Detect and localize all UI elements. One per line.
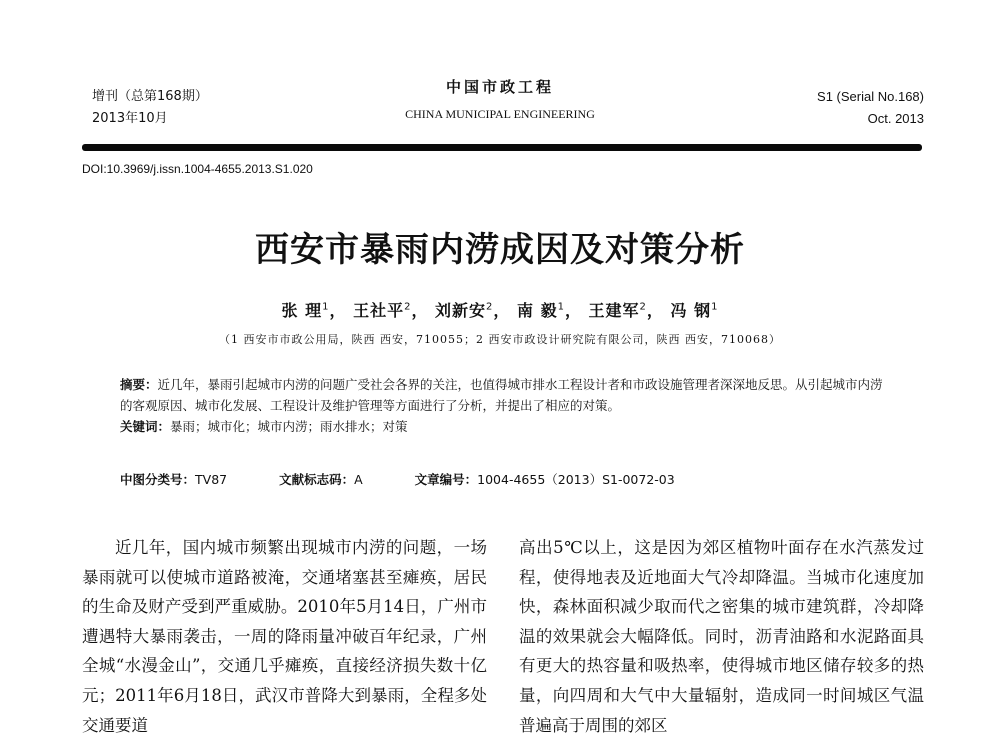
header-rule [82,144,922,151]
journal-title-en: CHINA MUNICIPAL ENGINEERING [405,107,595,121]
header-left [92,86,208,130]
issue-cn: 增刊（总第168期） [92,89,208,104]
abstract-label: 摘要： [120,377,158,392]
author-affiliation-mark: 1 [322,301,330,313]
abstract [120,374,890,437]
body-column-right: 高出5℃以上，这是因为郊区植物叶面存在水汽蒸发过程，使得地表及近地面大气冷却降温。当城市化速度加快，森林面积减少取而代之密集的城市建筑群，冷却降温的效果就会大幅降低。同时，沥青油路和水泥路面具有更大的热容量和吸热率，使得城市地区储存较多的热量，向四周和大气中大量辐射，造成同一时间城区气温普遍高于周围的郊区 [519,538,924,735]
doc-code-value: A [354,472,363,487]
author-list: 张 理$^1$， 王社平$^2$， 刘新安$^2$， 南 毅$^1$， 王建军$^2$， 冯 钢$^1$ [281,301,719,320]
keywords [120,416,890,437]
header-right [817,86,924,130]
doc-code-label: 文献标志码： [279,472,355,487]
author-affiliation-mark: 2 [486,301,494,313]
article-no-value: 1004-4655（2013）S1-0072-03 [477,472,675,487]
author-name: 王社平 [353,301,405,320]
date-cn: 2013年10月 [92,111,168,126]
author-name: 冯 钢 [670,301,712,320]
author-affiliation-mark: 2 [404,301,412,313]
author-name: 张 理 [281,301,323,320]
issue-en: S1 (Serial No.168) [817,89,924,104]
author-name: 刘新安 [435,301,487,320]
author-affiliation-mark: 1 [557,301,565,313]
classification-value: TV87 [195,472,228,487]
date-en: Oct. 2013 [867,111,924,126]
author-name: 南 毅 [517,301,558,320]
author-affiliation-mark: 2 [639,301,647,313]
article-meta [120,470,675,488]
author-affiliation-mark: 1 [711,301,719,313]
article-title: 西安市暴雨内涝成因及对策分析 [255,230,745,270]
affiliations: （1 西安市市政公用局，陕西 西安，710055；2 西安市政设计研究院有限公司，陕西 西安，710068） [219,333,781,346]
abstract-text: 近几年，暴雨引起城市内涝的问题广受社会各界的关注，也值得城市排水工程设计者和市政设施管理者深深地反思。从引起城市内涝的客观原因、城市化发展、工程设计及维护管理等方面进行了分析，并提出了相应的对策。 [120,377,883,413]
doi: DOI:10.3969/j.issn.1004-4655.2013.S1.020 [82,162,313,176]
keywords-text: 暴雨；城市化；城市内涝；雨水排水；对策 [170,419,408,434]
body-column-left: 近几年，国内城市频繁出现城市内涝的问题，一场暴雨就可以使城市道路被淹，交通堵塞甚至瘫痪，居民的生命及财产受到严重威胁。2010年5月14日，广州市遭遇特大暴雨袭击，一周的降雨量冲破百年纪录，广州全城“水漫金山”，交通几乎瘫痪，直接经济损失数十亿元；2011年6月18日，武汉市普降大到暴雨，全程多处交通要道 [82,538,487,735]
journal-title-cn: 中国市政工程 [445,78,554,96]
author-name: 王建军 [588,301,640,320]
article-no-label: 文章编号： [414,472,478,487]
classification-label: 中图分类号： [120,472,196,487]
journal-masthead [370,76,630,122]
keywords-label: 关键词： [120,419,171,434]
